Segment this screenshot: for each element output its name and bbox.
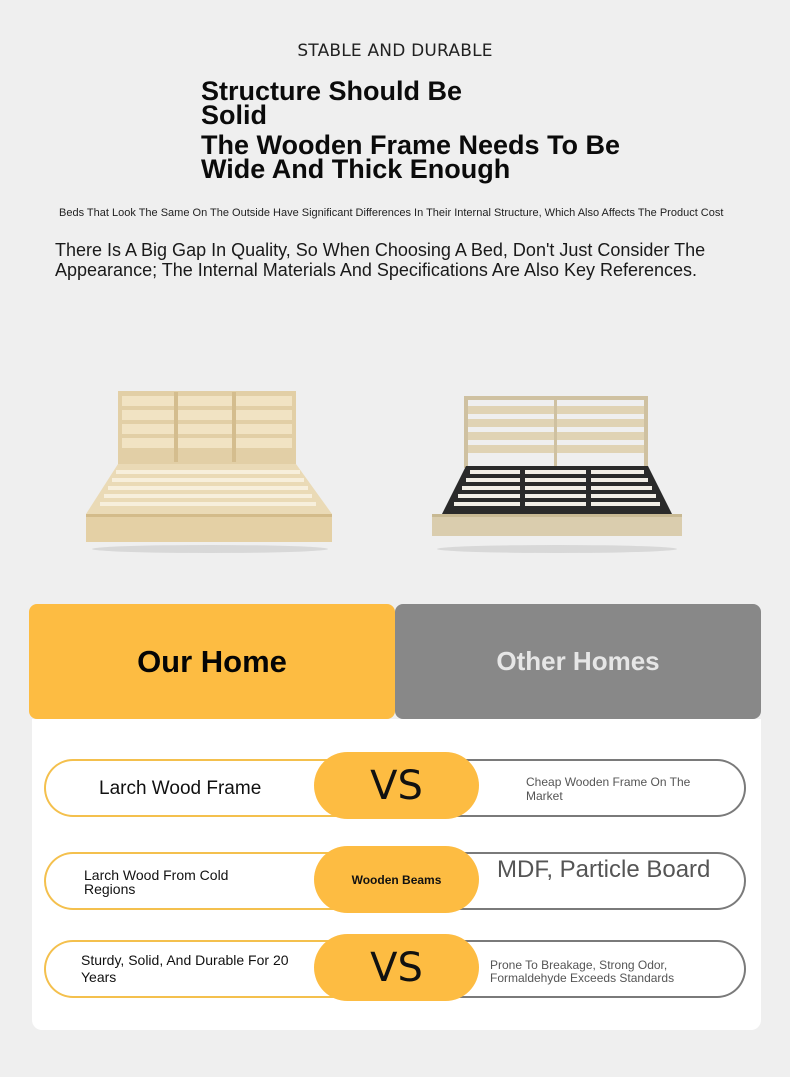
row3-our-text: Sturdy, Solid, And Durable For 20 Years (81, 952, 289, 985)
tab-other-homes[interactable]: Other Homes (395, 604, 761, 719)
tab-our-home[interactable]: Our Home (29, 604, 395, 719)
row1-vs-badge: VS (314, 752, 479, 819)
row3-vs-badge: VS (314, 934, 479, 1001)
intro-paragraph: There Is A Big Gap In Quality, So When Choosing A Bed, Don't Just Consider The Appearance; The Internal Materials And Specifications Are Also Key References. (55, 240, 706, 280)
other-bed-image (428, 386, 686, 556)
row3-other-text: Prone To Breakage, Strong Odor, Formaldehyde Exceeds Standards (490, 958, 675, 985)
row1-other-text: Cheap Wooden Frame On The Market (526, 775, 691, 803)
headline-wooden-frame: The Wooden Frame Needs To Be Wide And Thick Enough (201, 130, 621, 184)
row2-our-text: Larch Wood From Cold Regions (84, 867, 229, 897)
subtitle-structure-difference: Beds That Look The Same On The Outside Have Significant Differences In Their Internal Structure, Which Also Affects The Product Cost (59, 207, 724, 219)
row2-vs-badge: Wooden Beams (314, 846, 479, 913)
headline-structure: Structure Should Be Solid (201, 76, 463, 130)
row1-our-text: Larch Wood Frame (99, 778, 262, 799)
row2-other-text: MDF, Particle Board (497, 856, 711, 883)
our-bed-image (82, 386, 338, 556)
section-eyebrow: STABLE AND DURABLE (297, 41, 493, 61)
